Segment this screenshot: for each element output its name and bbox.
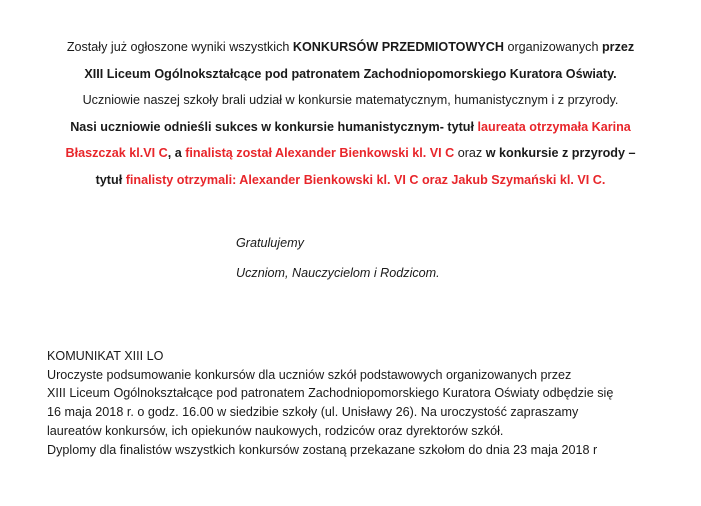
communique-line: Uroczyste podsumowanie konkursów dla uczniów szkół podstawowych organizowanych przez	[47, 367, 572, 382]
finalists-highlight: finalisty otrzymali: Alexander Bienkowski kl. VI C oraz Jakub Szymański kl. VI C.	[125, 172, 606, 187]
announcement-text: organizowanych	[503, 40, 602, 54]
contest-name-emphasis: KONKURSÓW PRZEDMIOTOWYCH	[292, 40, 504, 54]
announcement-text: oraz	[454, 146, 486, 161]
announcement-text-bold: tytuł	[95, 172, 126, 187]
announcement-text-bold: w konkursie z przyrody –	[485, 146, 636, 161]
announcement-line-3: Uczniowie naszej szkoły brali udział w konkursie matematycznym, humanistycznym i z przyrody.	[82, 93, 619, 108]
communique-block	[47, 347, 687, 459]
results-announcement	[30, 34, 671, 194]
finalist-highlight: finalistą został Alexander Bienkowski kl. VI C	[185, 146, 455, 161]
communique-line: laureatów konkursów, ich opiekunów naukowych, rodziców oraz dyrektorów szkół.	[47, 423, 504, 438]
announcement-line-4	[30, 114, 671, 141]
communique-title: KOMUNIKAT XIII LO	[47, 349, 164, 363]
announcement-line-6	[30, 167, 671, 194]
announcement-line-2: XIII Liceum Ogólnokształcące pod patronatem Zachodniopomorskiego Kuratora Oświaty.	[84, 66, 617, 81]
congratulations-block	[236, 228, 440, 288]
laureate-highlight: laureata otrzymała Karina	[477, 119, 631, 134]
announcement-text: Zostały już ogłoszone wyniki wszystkich	[66, 40, 293, 54]
communique-line: Dyplomy dla finalistów wszystkich konkursów zostaną przekazane szkołom do dnia 23 maja 2018 r	[47, 442, 598, 457]
congratulations-recipients: Uczniom, Nauczycielom i Rodzicom.	[236, 266, 440, 280]
announcement-text-bold: przez	[601, 40, 635, 54]
announcement-line-1	[30, 34, 671, 61]
announcement-text-bold: , a	[167, 146, 186, 161]
communique-line: 16 maja 2018 r. o godz. 16.00 w siedzibie szkoły (ul. Unisławy 26). Na uroczystość zapraszamy	[47, 405, 579, 420]
announcement-text-bold: Nasi uczniowie odnieśli sukces w konkursie humanistycznym- tytuł	[70, 119, 478, 134]
laureate-name-highlight: Błaszczak kl.VI C	[65, 146, 168, 161]
announcement-line-5	[30, 140, 671, 167]
communique-line: XIII Liceum Ogólnokształcące pod patronatem Zachodniopomorskiego Kuratora Oświaty odbędzie się	[47, 386, 614, 401]
congratulations-line: Gratulujemy	[236, 236, 304, 250]
